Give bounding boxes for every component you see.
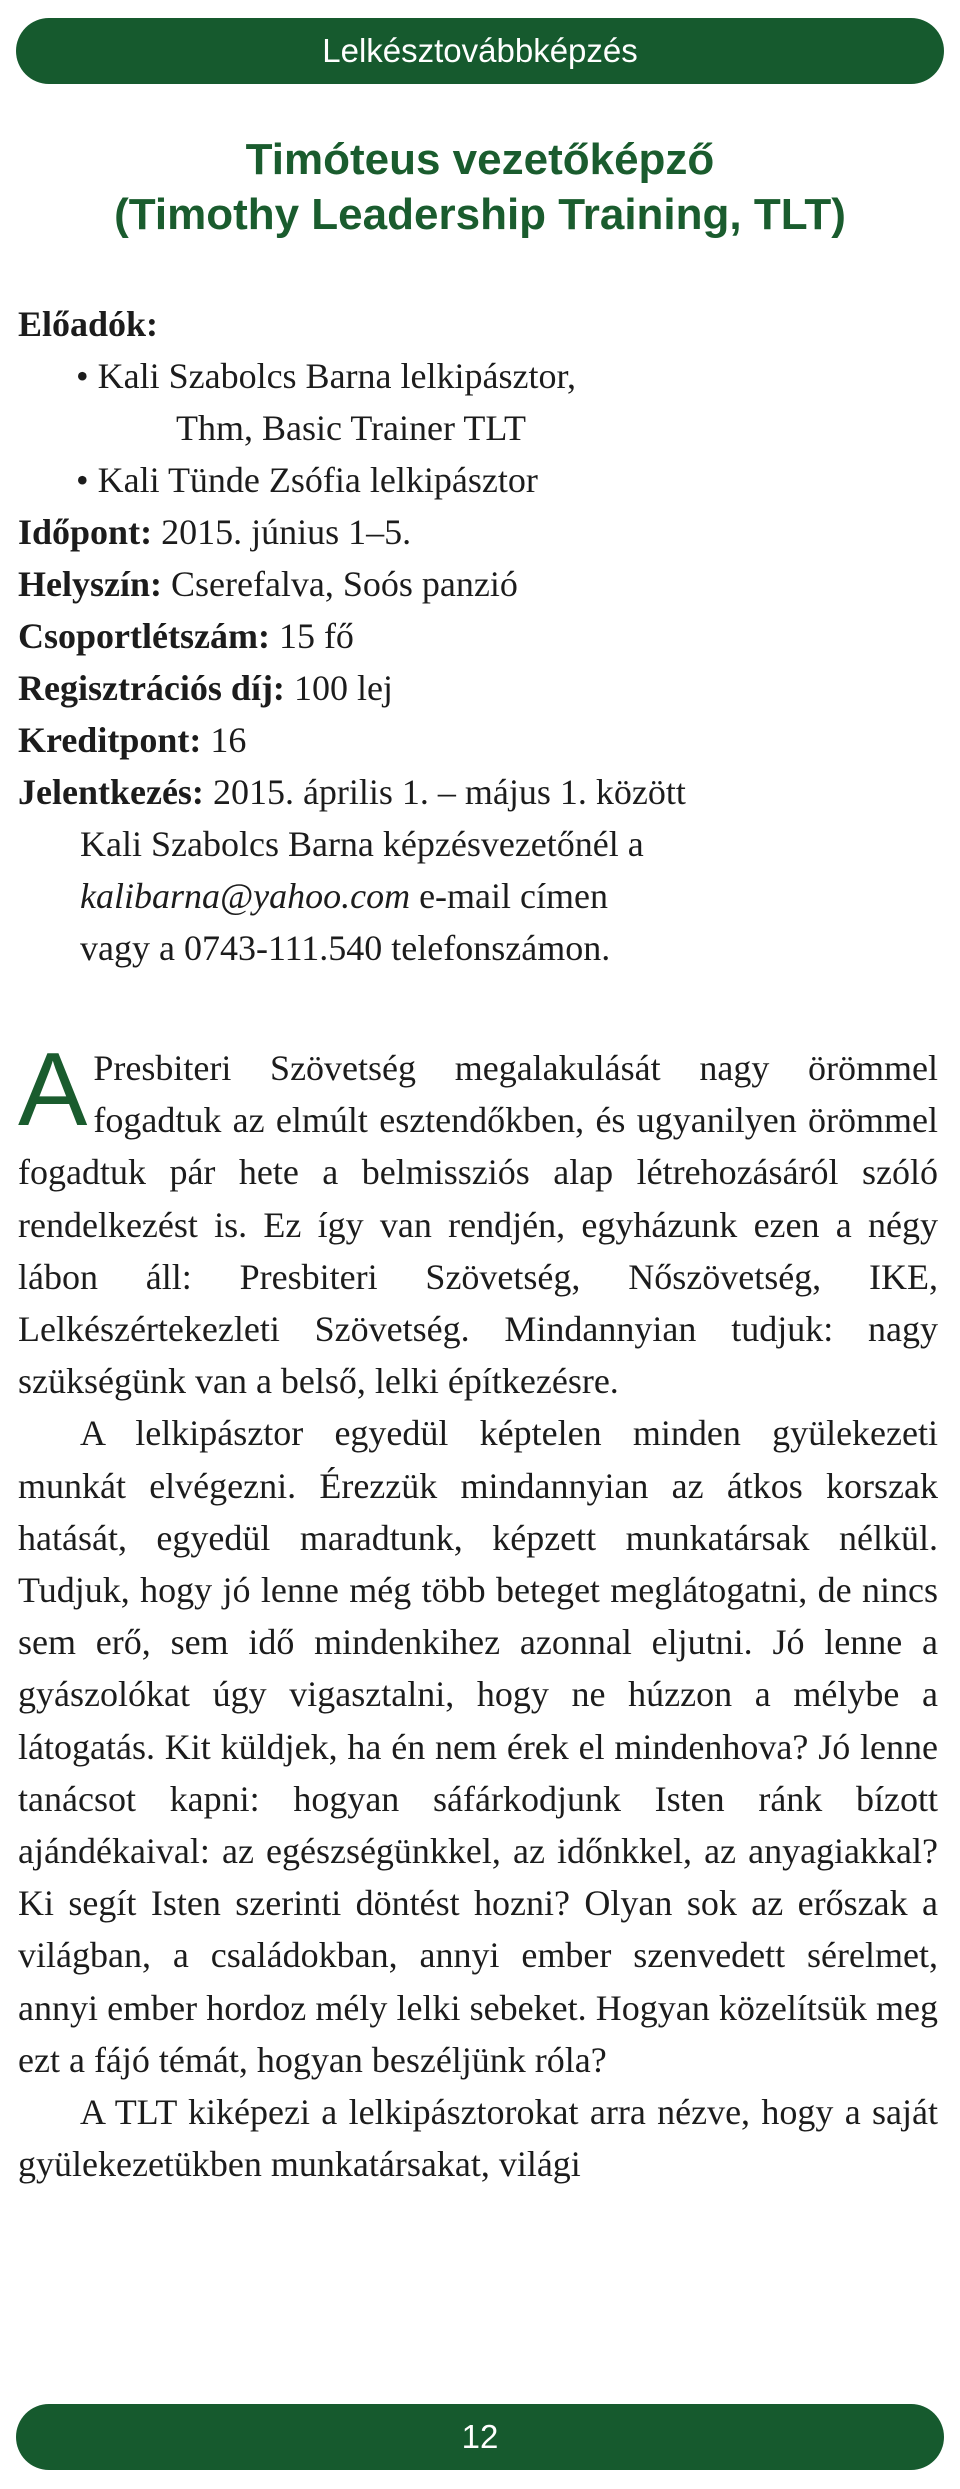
article-body (18, 1032, 938, 2190)
paragraph: A TLT kiképezi a lelkipásztorokat arra nézve, hogy a saját gyülekezetükben munkatársakat, világi (18, 2092, 938, 2185)
presenter-item: • Kali Tünde Zsófia lelkipásztor (76, 460, 538, 500)
registration-row: Jelentkezés: 2015. április 1. – május 1. között (18, 772, 686, 812)
paragraph: A lelkipásztor egyedül képtelen minden gyülekezeti munkát elvégezni. Érezzük mindannyian az átkos korszak hatását, egyedül maradtunk, képzett munkatársak nélkül. Tudjuk, hogy jó lenne még több beteget meglátogatni, de nincs sem erő, sem idő mindenkihez azonnal eljutni. Jó lenne a gyászolókat úgy vigasztalni, hogy ne húzzon a mélybe a látogatás. Kit küldjek, ha én nem érek el mindenhova? Jó lenne tanácsot kapni: hogyan sáfárkodjunk Isten ránk bízott ajándékaival: az egészségünkkel, az időnkkel, az anyagiakkal? Ki segít Isten szerinti döntést hozni? Olyan sok az erőszak a világban, a családokban, annyi ember szenvedett sérelmet, annyi ember hordoz mély lelki sebeket. Hogyan közelítsük meg ezt a fájó témát, hogyan beszéljünk róla? (18, 1413, 938, 2080)
course-details (18, 298, 938, 974)
page-title (0, 132, 960, 242)
paragraph: A Presbiteri Szövetség megalakulását nagy örömmel fogadtuk az elmúlt esztendőkben, és ugyanilyen örömmel fogadtuk pár hete a belmissziós alap létrehozásáról szóló rendelkezést is. Ez így van rendjén, egyházunk ezen a négy lábon áll: Presbiteri Szövetség, Nőszövetség, IKE, Lelkészértekezleti Szövetség. Mindannyian tudjuk: nagy szükségünk van a belső, lelki építkezésre. (18, 1032, 938, 1402)
registration-contact: Kali Szabolcs Barna képzésvezetőnél a (80, 824, 644, 864)
title-line-2: (Timothy Leadership Training, TLT) (114, 190, 846, 239)
presenters-label: Előadók: (18, 304, 159, 344)
fee-row: Regisztrációs díj: 100 lej (18, 668, 393, 708)
credit-row: Kreditpont: 16 (18, 720, 247, 760)
place-row: Helyszín: Cserefalva, Soós panzió (18, 564, 518, 604)
registration-phone: vagy a 0743-111.540 telefonszámon. (80, 928, 611, 968)
email-link[interactable]: kalibarna@yahoo.com (80, 876, 411, 916)
section-header: Lelkésztovábbképzés (16, 18, 944, 84)
registration-email-line: kalibarna@yahoo.com e-mail címen (80, 876, 608, 916)
group-size-row: Csoportlétszám: 15 fő (18, 616, 354, 656)
title-line-1: Timóteus vezetőképző (245, 135, 715, 184)
presenter-title: Thm, Basic Trainer TLT (176, 408, 526, 448)
drop-cap: A (18, 1032, 88, 1148)
presenter-item: • Kali Szabolcs Barna lelkipásztor, (76, 356, 577, 396)
date-row: Időpont: 2015. június 1–5. (18, 512, 412, 552)
page-number: 12 (16, 2404, 944, 2470)
